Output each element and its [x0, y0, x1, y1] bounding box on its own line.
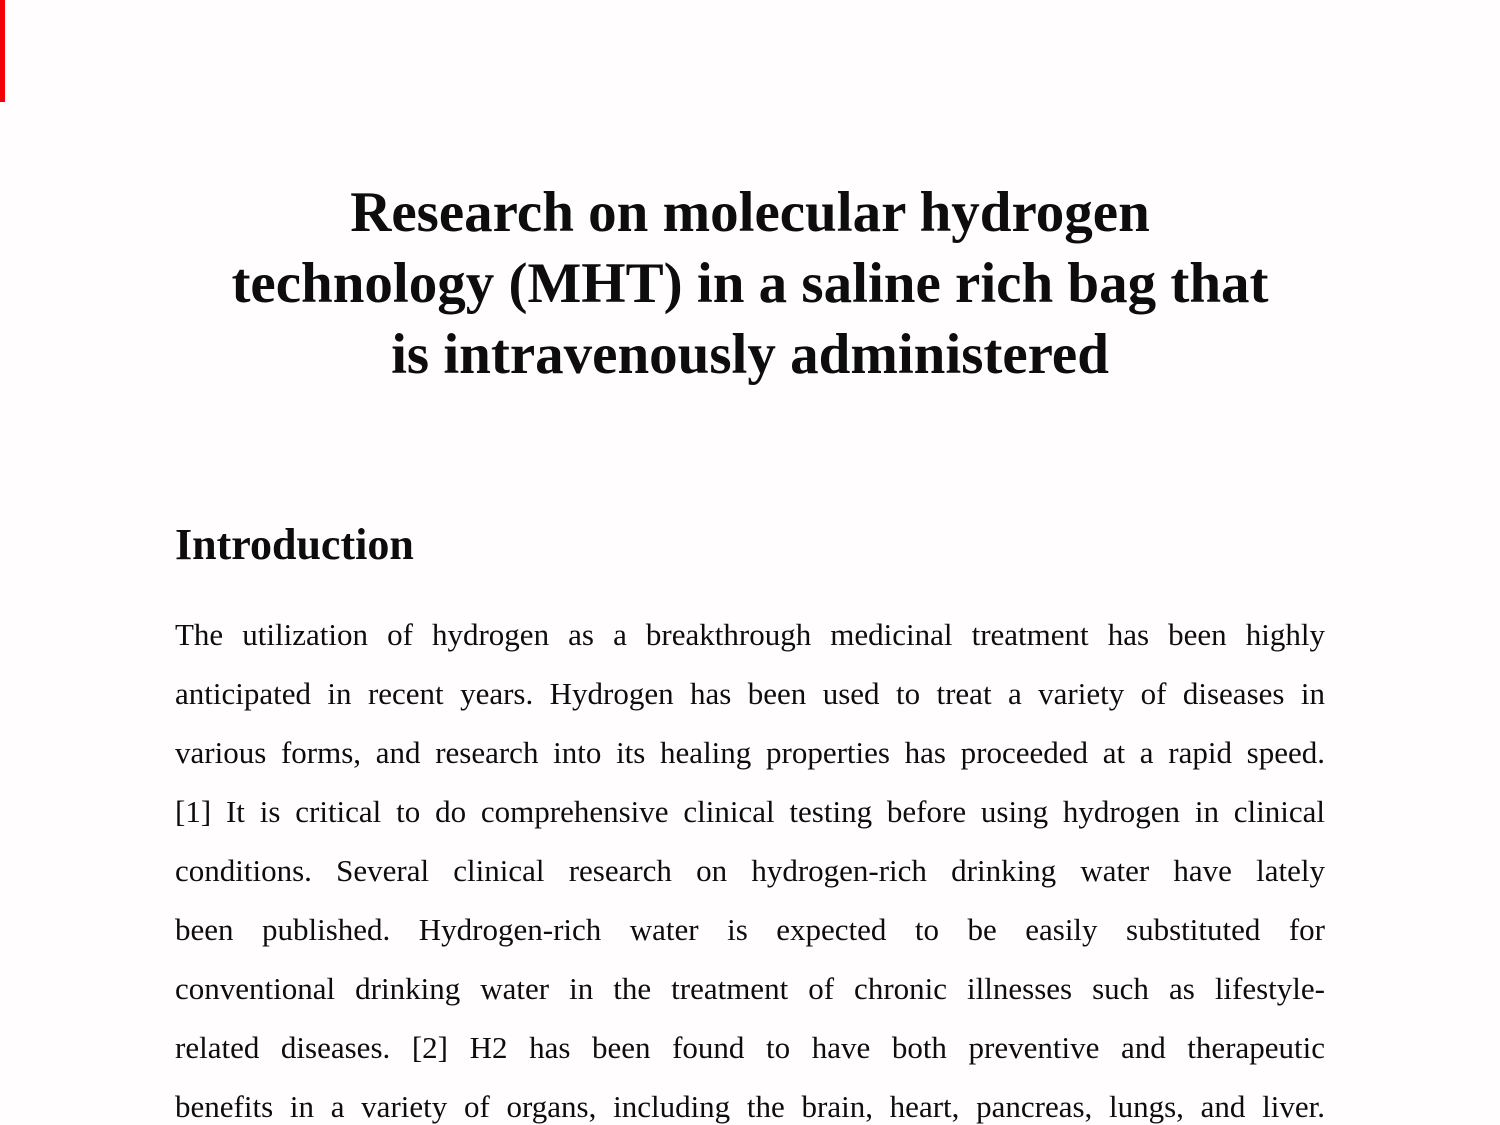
paragraph-line: The utilization of hydrogen as a breakthrough medicinal treatment has been highly: [175, 617, 1325, 652]
paragraph-line: conditions. Several clinical research on hydrogen-rich drinking water have lately: [175, 853, 1325, 888]
intro-paragraph: [175, 605, 1325, 1125]
document-title-line: Research on molecular hydrogen: [350, 181, 1150, 244]
document-title-line: technology (MHT) in a saline rich bag that: [231, 252, 1269, 315]
paragraph-line: benefits in a variety of organs, including the brain, heart, pancreas, lungs, and liver.: [175, 1089, 1325, 1124]
paragraph-line: various forms, and research into its healing properties has proceeded at a rapid speed.: [175, 735, 1325, 770]
document-title-line: is intravenously administered: [391, 323, 1109, 386]
paragraph-line: [1] It is critical to do comprehensive clinical testing before using hydrogen in clinical: [175, 794, 1325, 829]
document-title: [75, 177, 1425, 390]
paragraph-line: related diseases. [2] H2 has been found to have both preventive and therapeutic: [175, 1030, 1325, 1065]
paragraph-line: conventional drinking water in the treatment of chronic illnesses such as lifestyle-: [175, 971, 1325, 1006]
section-heading-introduction: Introduction: [175, 520, 414, 569]
paragraph-line: been published. Hydrogen-rich water is expected to be easily substituted for: [175, 912, 1325, 947]
red-marker-artifact: [0, 0, 5, 102]
paragraph-line: anticipated in recent years. Hydrogen has been used to treat a variety of diseases in: [175, 676, 1325, 711]
